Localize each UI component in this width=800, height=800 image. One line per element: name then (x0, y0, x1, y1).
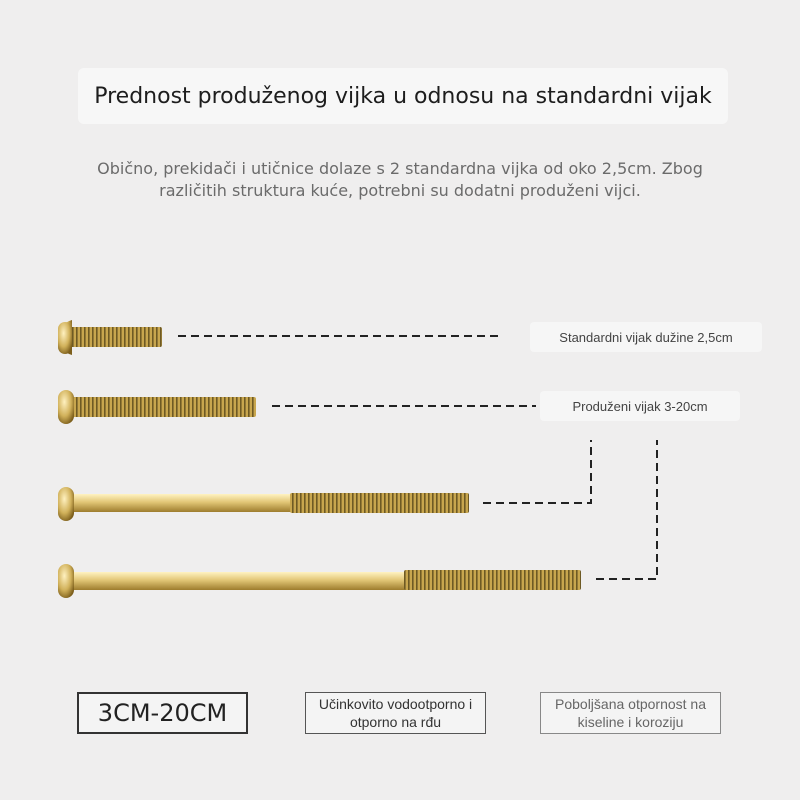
dashed-connectors (178, 336, 657, 579)
screw-extended-short (58, 390, 256, 424)
screw-extended-medium (58, 487, 469, 521)
label-standard-text: Standardni vijak dužine 2,5cm (559, 329, 733, 345)
feature-corrosion-text: Poboljšana otpornost na kiseline i koroziju (555, 696, 706, 730)
page-title-text: Prednost produženog vijka u odnosu na standardni vijak (94, 83, 712, 109)
label-extended-screw (540, 391, 740, 421)
feature-waterproof-text: Učinkovito vodootporno i otporno na rđu (318, 696, 473, 730)
feature-range (77, 692, 248, 734)
label-extended-text: Produženi vijak 3-20cm (572, 398, 708, 414)
feature-corrosion (540, 692, 721, 734)
feature-waterproof (305, 692, 486, 734)
subtitle: Obično, prekidači i utičnice dolaze s 2 standardna vijka od oko 2,5cm. Zbog različitih struktura kuće, potrebni su dodatni produženi vijci. (97, 159, 703, 200)
screw-standard (58, 320, 162, 355)
screw-extended-long (58, 564, 581, 598)
label-standard-screw (530, 322, 762, 352)
feature-range-text: 3CM-20CM (97, 699, 228, 727)
